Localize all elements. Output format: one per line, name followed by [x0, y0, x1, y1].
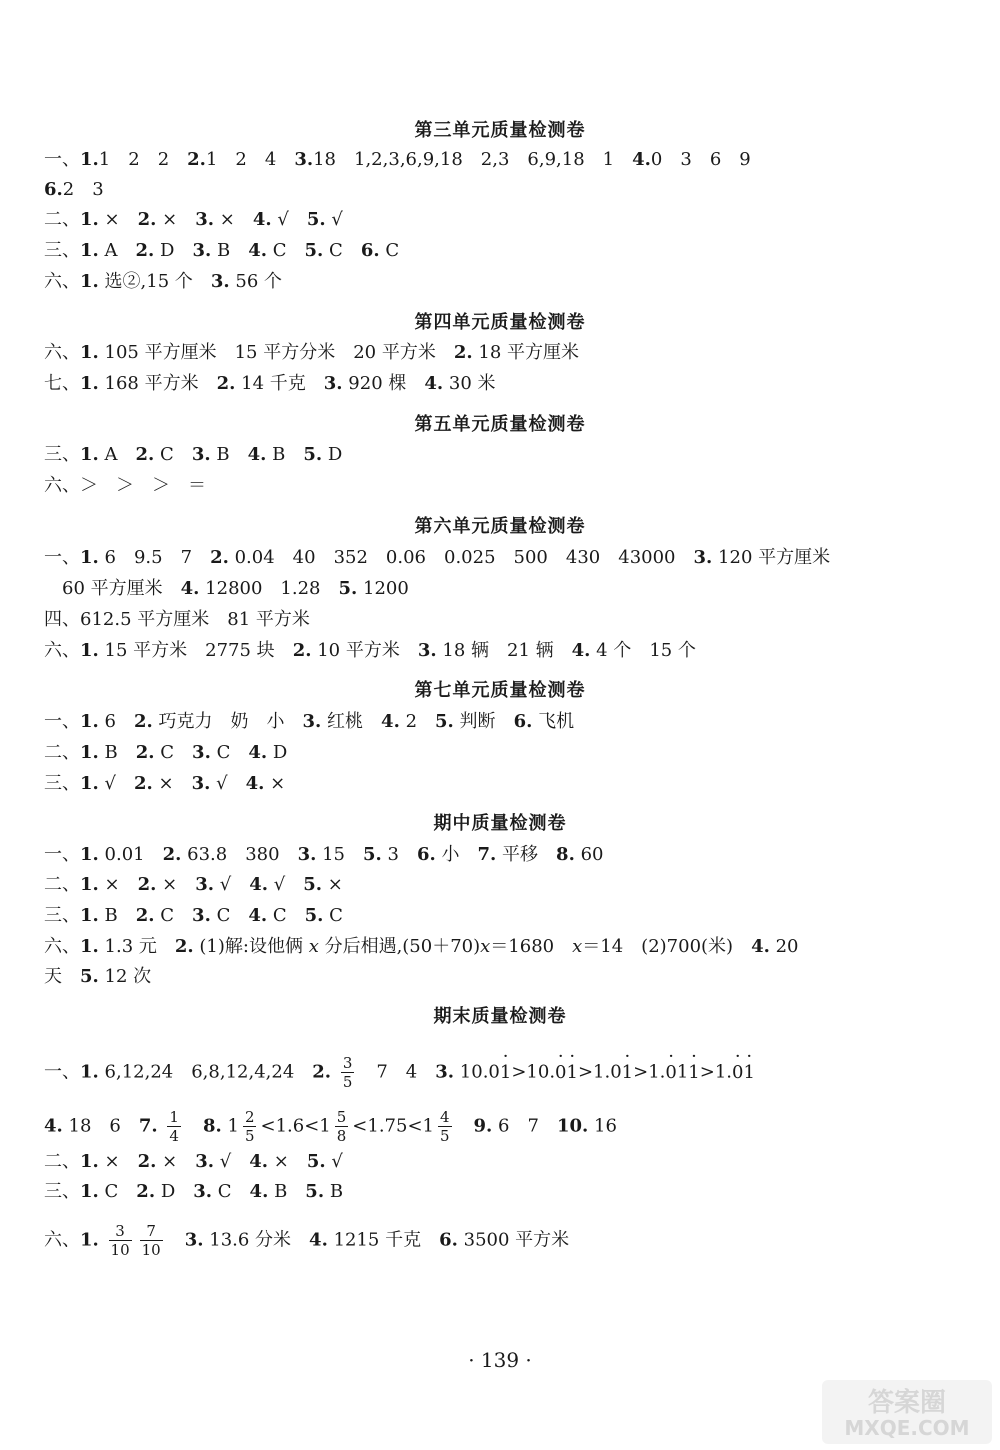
final-line-3: 二、1. × 2. × 3. √ 4. × 5. √ [44, 1151, 343, 1172]
final-line-2: 4. 18 6 7. $\frac{1}{4}$ 8. 1 $\frac{2}{5}$ <1.6<1 $\frac{5}{8}$ <1.75<1 $\frac{4}{5}$ 9. 6 7 10. 16 [44, 1108, 617, 1145]
midterm-line-4: 六、1. 1.3 元 2. (1)解:设他俩 x 分后相遇,(50＋70)x＝1680 x＝14 (2)700(米) 4. 20 [44, 936, 799, 957]
unit3-line-3: 二、1. × 2. × 3. × 4. √ 5. √ [44, 209, 343, 230]
unit6-line-2: 60 平方厘米 4. 12800 1.28 5. 1200 [62, 578, 409, 599]
unit5-title: 第五单元质量检测卷 [414, 414, 586, 435]
unit3-title: 第三单元质量检测卷 [414, 120, 586, 141]
unit6-line-1: 一、1. 6 9.5 7 2. 0.04 40 352 0.06 0.025 500 430 43000 3. 120 平方厘米 [44, 547, 831, 568]
unit6-line-4: 六、1. 15 平方米 2775 块 2. 10 平方米 3. 18 辆 21 辆 4. 4 个 15 个 [44, 640, 696, 661]
unit4-line-1: 六、1. 105 平方厘米 15 平方分米 20 平方米 2. 18 平方厘米 [44, 342, 580, 363]
repeating-digit: · 1 [688, 1061, 699, 1085]
repeating-digit: · 1 [500, 1061, 511, 1085]
repeating-digit: · 1 [567, 1061, 578, 1085]
unit4-line-2: 七、1. 168 平方米 2. 14 千克 3. 920 棵 4. 30 米 [44, 373, 496, 394]
repeating-digit: · 0 [732, 1061, 743, 1085]
fraction: $\frac{4}{5}$ [439, 1108, 450, 1145]
unit7-line-1: 一、1. 6 2. 巧克力 奶 小 3. 红桃 4. 2 5. 判断 6. 飞机 [44, 711, 575, 732]
midterm-line-1: 一、1. 0.01 2. 63.8 380 3. 15 5. 3 6. 小 7. 平移 8. 60 [44, 844, 604, 865]
unit7-line-3: 三、1. √ 2. × 3. √ 4. × [44, 773, 286, 794]
final-line-5: 六、1. $\frac{3}{10}$ $\frac{7}{10}$ 3. 13.6 分米 4. 1215 千克 6. 3500 平方米 [44, 1222, 570, 1259]
unit6-title: 第六单元质量检测卷 [414, 516, 586, 537]
fraction: $\frac{1}{4}$ [169, 1108, 179, 1145]
unit7-line-2: 二、1. B 2. C 3. C 4. D [44, 742, 288, 763]
repeating-digit: · 0 [555, 1061, 566, 1085]
page-number: · 139 · [468, 1348, 532, 1372]
midterm-title: 期中质量检测卷 [433, 813, 567, 834]
repeating-digit: · 1 [743, 1061, 754, 1085]
fraction: $\frac{3}{10}$ [110, 1222, 130, 1259]
unit4-title: 第四单元质量检测卷 [414, 312, 586, 333]
midterm-line-5: 天 5. 12 次 [44, 966, 152, 987]
unit5-line-1: 三、1. A 2. C 3. B 4. B 5. D [44, 444, 343, 465]
watermark-logo [822, 1380, 992, 1444]
midterm-line-3: 三、1. B 2. C 3. C 4. C 5. C [44, 905, 343, 926]
repeating-digit: · 1 [622, 1061, 633, 1085]
final-line-4: 三、1. C 2. D 3. C 4. B 5. B [44, 1181, 344, 1202]
fraction: $\frac{3}{5}$ [342, 1054, 353, 1091]
unit3-line-1: 一、1.1 2 2 2.1 2 4 3.18 1,2,3,6,9,18 2,3 6,9,18 1 4.0 3 6 9 [44, 149, 751, 170]
unit3-line-4: 三、1. A 2. D 3. B 4. C 5. C 6. C [44, 240, 400, 261]
unit3-line-2: 6.2 3 [44, 179, 104, 200]
final-title: 期末质量检测卷 [433, 1006, 567, 1027]
watermark-text: 答案圈 [867, 1388, 946, 1418]
unit5-line-2: 六、＞ ＞ ＞ ＝ [44, 475, 206, 496]
final-line-1: 一、1. 6,12,24 6,8,12,4,24 2. $\frac{3}{5}$ 7 4 3. 10.0· 1>10.· 0· 1>1.0· 1>1.· 01· 1>1.· 0· 1 [44, 1054, 755, 1091]
unit3-line-5: 六、1. 选②,15 个 3. 56 个 [44, 271, 283, 292]
watermark-domain: MXQE.COM [844, 1416, 970, 1440]
midterm-line-2: 二、1. × 2. × 3. √ 4. √ 5. × [44, 874, 343, 895]
fraction: $\frac{7}{10}$ [141, 1222, 161, 1259]
fraction: $\frac{5}{8}$ [336, 1108, 347, 1145]
unit6-line-3: 四、612.5 平方厘米 81 平方米 [44, 609, 310, 630]
unit7-title: 第七单元质量检测卷 [414, 680, 586, 701]
repeating-digit: · 0 [665, 1061, 676, 1085]
fraction: $\frac{2}{5}$ [244, 1108, 255, 1145]
